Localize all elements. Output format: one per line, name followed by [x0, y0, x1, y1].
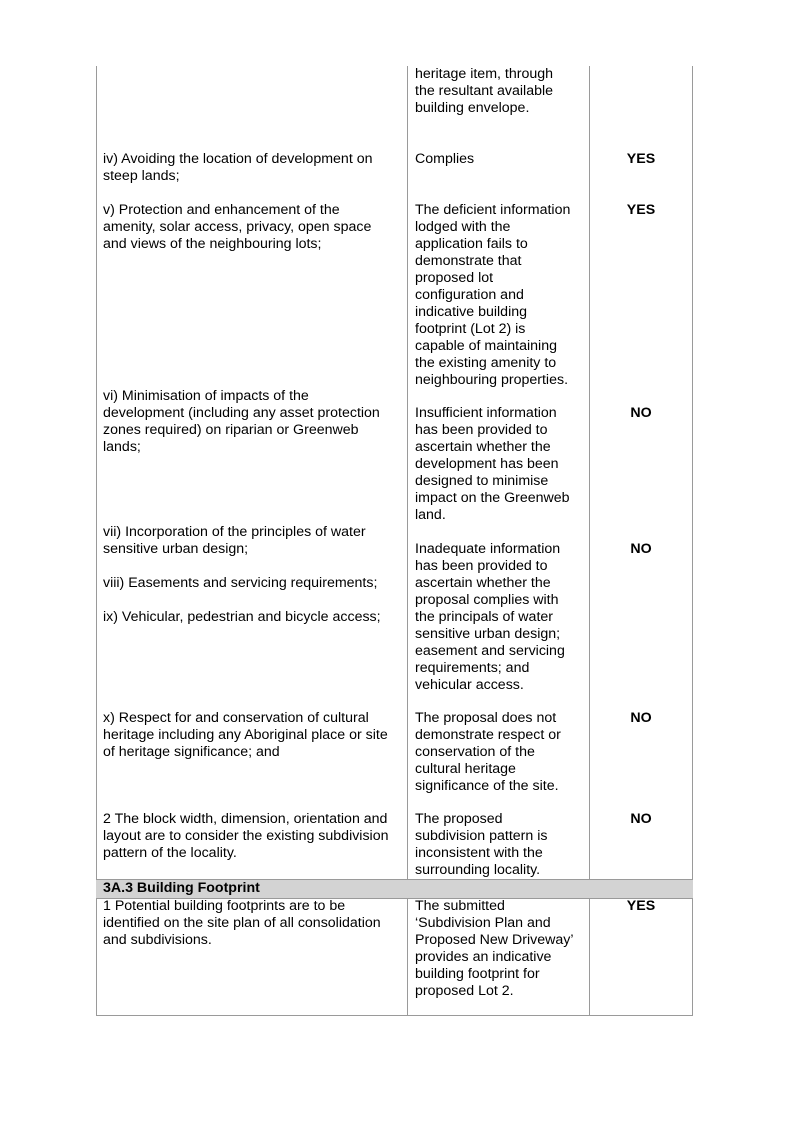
- text-line: amenity, solar access, privacy, open space: [103, 219, 372, 235]
- text-line: vii) Incorporation of the principles of water: [103, 524, 366, 540]
- compliance-cell: YES: [626, 202, 656, 218]
- text-line: impact on the Greenweb: [415, 490, 570, 506]
- text-line: and views of the neighbouring lots;: [103, 236, 322, 252]
- requirement-cell: [103, 575, 377, 592]
- text-line: lands;: [103, 439, 141, 455]
- text-line: steep lands;: [103, 168, 180, 184]
- text-line: ascertain whether the: [415, 439, 551, 455]
- response-cell: [415, 898, 574, 1000]
- text-line: ‘Subdivision Plan and: [415, 915, 551, 931]
- text-line: vehicular access.: [415, 677, 524, 693]
- response-cell: [415, 151, 474, 168]
- text-line: 1 Potential building footprints are to be: [103, 898, 346, 914]
- text-line: proposed Lot 2.: [415, 983, 514, 999]
- requirement-cell: [103, 151, 372, 185]
- text-line: land.: [415, 507, 446, 523]
- text-line: layout are to consider the existing subdivision: [103, 828, 389, 844]
- response-cell: [415, 202, 570, 389]
- text-line: configuration and: [415, 287, 524, 303]
- text-line: sensitive urban design;: [415, 626, 561, 642]
- text-line: conservation of the: [415, 744, 535, 760]
- text-line: identified on the site plan of all consolidation: [103, 915, 381, 931]
- text-line: inconsistent with the: [415, 845, 543, 861]
- text-line: development (including any asset protection: [103, 405, 380, 421]
- text-line: vi) Minimisation of impacts of the: [103, 388, 309, 404]
- text-line: pattern of the locality.: [103, 845, 237, 861]
- text-line: viii) Easements and servicing requirements;: [103, 575, 378, 591]
- text-line: application fails to: [415, 236, 528, 252]
- text-line: proposal complies with: [415, 592, 559, 608]
- text-line: requirements; and: [415, 660, 530, 676]
- compliance-cell: NO: [630, 811, 652, 827]
- text-line: heritage including any Aboriginal place or site: [103, 727, 388, 743]
- text-line: Insufficient information: [415, 405, 557, 421]
- table-column-divider-1: [407, 66, 408, 1016]
- text-line: easement and servicing: [415, 643, 565, 659]
- text-line: The proposal does not: [415, 710, 557, 726]
- text-line: Inadequate information: [415, 541, 561, 557]
- text-line: of heritage significance; and: [103, 744, 280, 760]
- text-line: cultural heritage: [415, 761, 516, 777]
- text-line: the existing amenity to: [415, 355, 557, 371]
- text-line: Complies: [415, 151, 475, 167]
- text-line: The deficient information: [415, 202, 571, 218]
- response-cell: [415, 66, 553, 117]
- text-line: 2 The block width, dimension, orientation and: [103, 811, 388, 827]
- text-line: The submitted: [415, 898, 505, 914]
- requirement-cell: [103, 388, 380, 456]
- response-cell: [415, 811, 548, 879]
- text-line: designed to minimise: [415, 473, 549, 489]
- text-line: lodged with the: [415, 219, 511, 235]
- response-cell: [415, 710, 561, 795]
- text-line: proposed lot: [415, 270, 494, 286]
- text-line: demonstrate respect or: [415, 727, 561, 743]
- text-line: development has been: [415, 456, 559, 472]
- text-line: subdivision pattern is: [415, 828, 548, 844]
- text-line: zones required) on riparian or Greenweb: [103, 422, 359, 438]
- requirement-cell: [103, 609, 381, 626]
- text-line: Proposed New Driveway’: [415, 932, 574, 948]
- text-line: building footprint for: [415, 966, 540, 982]
- text-line: provides an indicative: [415, 949, 552, 965]
- compliance-cell: NO: [630, 541, 652, 557]
- text-line: the principals of water: [415, 609, 554, 625]
- text-line: heritage item, through: [415, 66, 554, 82]
- table-border-left: [96, 66, 97, 1016]
- table-bottom-border: [96, 1015, 693, 1016]
- compliance-cell: YES: [626, 898, 656, 914]
- text-line: v) Protection and enhancement of the: [103, 202, 340, 218]
- text-line: the resultant available: [415, 83, 554, 99]
- requirement-cell: [103, 202, 371, 253]
- text-line: sensitive urban design;: [103, 541, 249, 557]
- text-line: ix) Vehicular, pedestrian and bicycle access;: [103, 609, 381, 625]
- text-line: neighbouring properties.: [415, 372, 569, 388]
- text-line: surrounding locality.: [415, 862, 541, 878]
- compliance-cell: NO: [630, 710, 652, 726]
- text-line: indicative building: [415, 304, 527, 320]
- requirement-cell: [103, 710, 388, 761]
- response-cell: [415, 541, 565, 694]
- requirement-cell: [103, 524, 366, 558]
- text-line: x) Respect for and conservation of cultural: [103, 710, 369, 726]
- text-line: and subdivisions.: [103, 932, 212, 948]
- requirement-cell: [103, 898, 381, 949]
- text-line: ascertain whether the: [415, 575, 551, 591]
- text-line: building envelope.: [415, 100, 530, 116]
- text-line: has been provided to: [415, 422, 548, 438]
- text-line: iv) Avoiding the location of development on: [103, 151, 373, 167]
- text-line: demonstrate that: [415, 253, 522, 269]
- response-cell: [415, 405, 570, 524]
- section-heading: 3A.3 Building Footprint: [103, 880, 260, 896]
- text-line: significance of the site.: [415, 778, 559, 794]
- text-line: The proposed: [415, 811, 503, 827]
- text-line: has been provided to: [415, 558, 548, 574]
- compliance-cell: YES: [626, 151, 656, 167]
- compliance-cell: NO: [630, 405, 652, 421]
- text-line: footprint (Lot 2) is: [415, 321, 526, 337]
- requirement-cell: [103, 811, 389, 862]
- text-line: capable of maintaining: [415, 338, 557, 354]
